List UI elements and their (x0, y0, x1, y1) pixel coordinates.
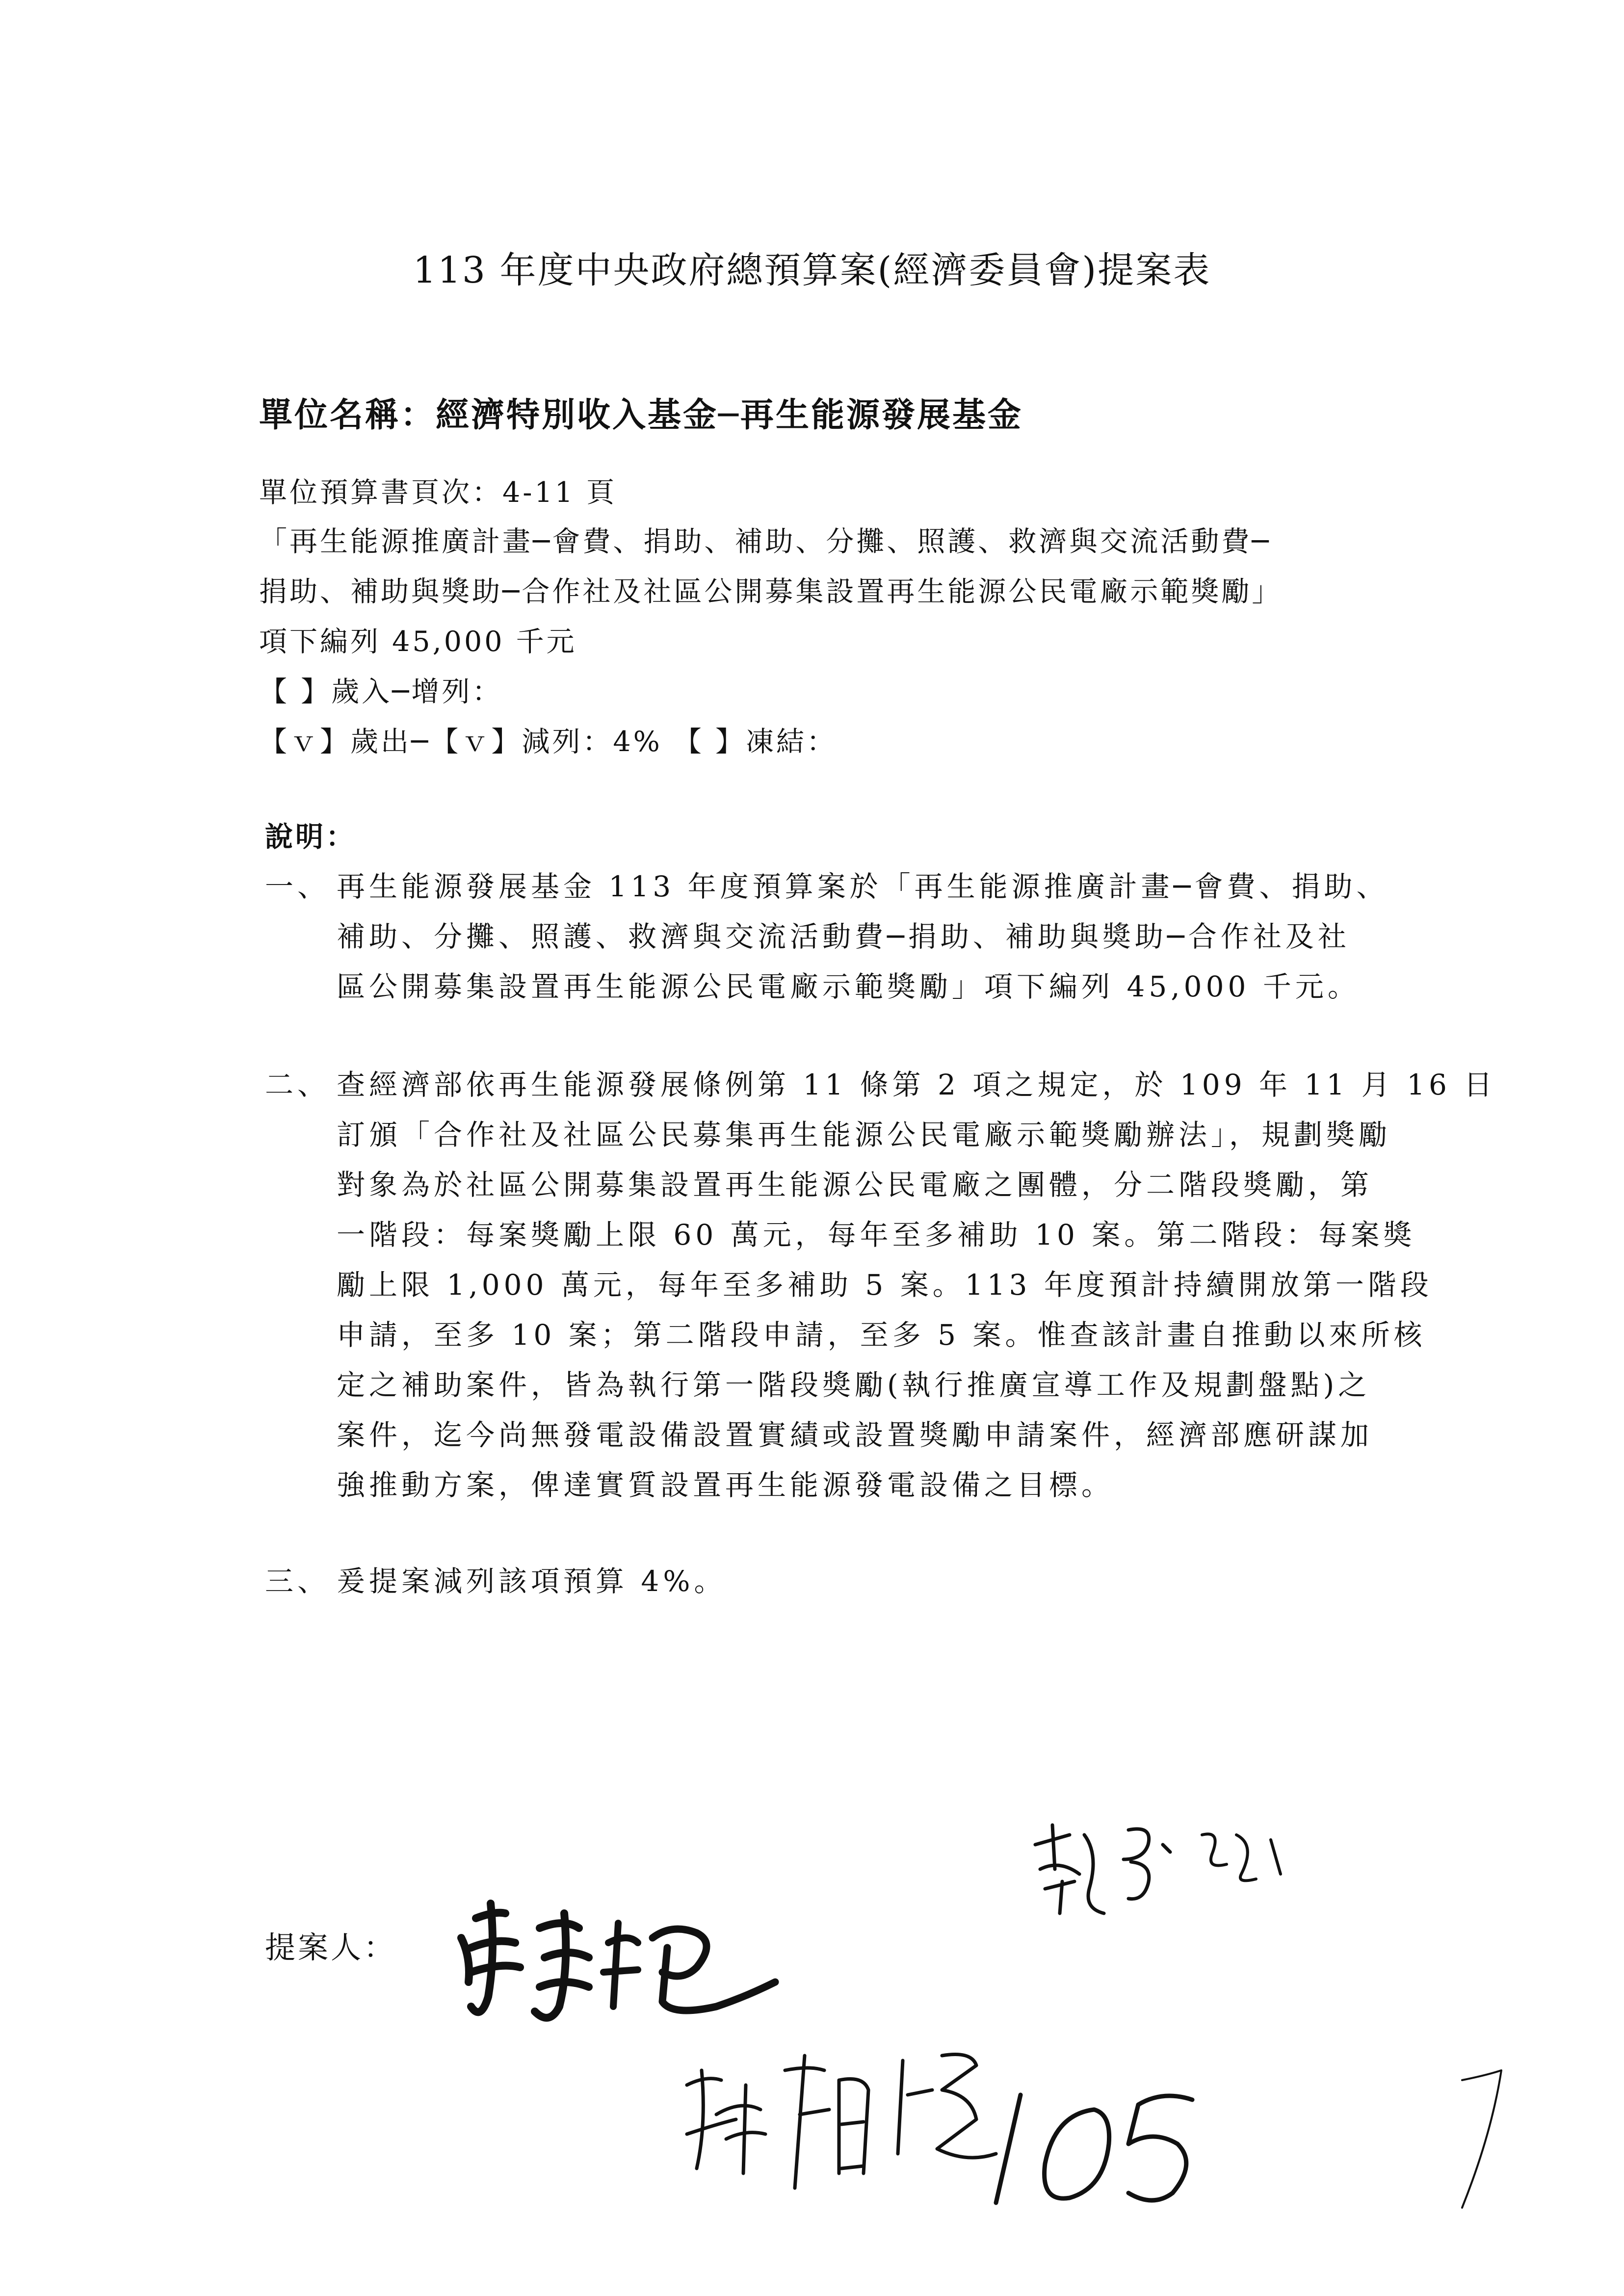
paragraph-line: 強推動方案，俾達實質設置再生能源發電設備之目標。 (337, 1468, 1114, 1502)
item-number: 二、 (265, 1068, 330, 1101)
item-number: 一、 (265, 870, 330, 903)
budget-page-ref: 單位預算書頁次：4-11 頁 (259, 476, 617, 509)
paragraph-line: 定之補助案件，皆為執行第一階段獎勵(執行推廣宣導工作及規劃盤點)之 (337, 1368, 1371, 1402)
paragraph-line: 再生能源發展基金 113 年度預算案於「再生能源推廣計畫─會費、捐助、 (337, 870, 1389, 903)
item-line: 捐助、補助與獎助─合作社及社區公開募集設置再生能源公民電廠示範獎勵」 (259, 575, 1283, 608)
proposer-label: 提案人： (265, 1930, 397, 1965)
unit-name: 單位名稱：經濟特別收入基金─再生能源發展基金 (259, 396, 1023, 435)
item-line: 「再生能源推廣計畫─會費、捐助、補助、分攤、照護、救濟與交流活動費─ (259, 525, 1271, 558)
paragraph-line: 申請，至多 10 案；第二階段申請，至多 5 案。惟查該計畫自推動以來所核 (337, 1318, 1426, 1352)
item-line: 項下編列 45,000 千元 (259, 626, 577, 658)
paragraph-line: 爰提案減列該項預算 4%。 (337, 1565, 727, 1598)
paragraph-line: 勵上限 1,000 萬元，每年至多補助 5 案。113 年度預計持續開放第一階段 (337, 1268, 1433, 1302)
paragraph-line: 案件，迄今尚無發電設備設置實績或設置獎勵申請案件，經濟部應研謀加 (337, 1418, 1373, 1452)
paragraph-line: 查經濟部依再生能源發展條例第 11 條第 2 項之規定，於 109 年 11 月 16 日 (337, 1068, 1496, 1101)
revenue-checkbox-line: 【 】歲入─增列： (259, 676, 503, 708)
paragraph-line: 對象為於社區公開募集設置再生能源公民電廠之團體，分二階段獎勵，第 (337, 1168, 1373, 1201)
signature-top-right (1025, 1815, 1300, 1928)
paragraph-line: 補助、分攤、照護、救濟與交流活動費─捐助、補助與獎助─合作社及社 (337, 920, 1350, 953)
expenditure-checkbox-line: 【ｖ】歲出─【ｖ】減列：4% 【 】凍結： (259, 726, 837, 758)
corner-mark (1447, 2061, 1521, 2222)
paragraph-line: 一階段：每案獎勵上限 60 萬元，每年至多補助 10 案。第二階段：每案獎 (337, 1218, 1416, 1252)
signature-proposer (442, 1884, 795, 2041)
explanation-heading: 說明： (265, 820, 356, 853)
signature-bottom (677, 2026, 1040, 2232)
paragraph-line: 訂頒「合作社及社區公民募集再生能源公民電廠示範獎勵辦法」，規劃獎勵 (337, 1118, 1391, 1151)
item-number: 三、 (265, 1565, 330, 1598)
page-title: 113 年度中央政府總預算案(經濟委員會)提案表 (413, 249, 1211, 291)
paragraph-line: 區公開募集設置再生能源公民電廠示範獎勵」項下編列 45,000 千元。 (337, 970, 1360, 1003)
handwritten-page-number (986, 2070, 1231, 2218)
